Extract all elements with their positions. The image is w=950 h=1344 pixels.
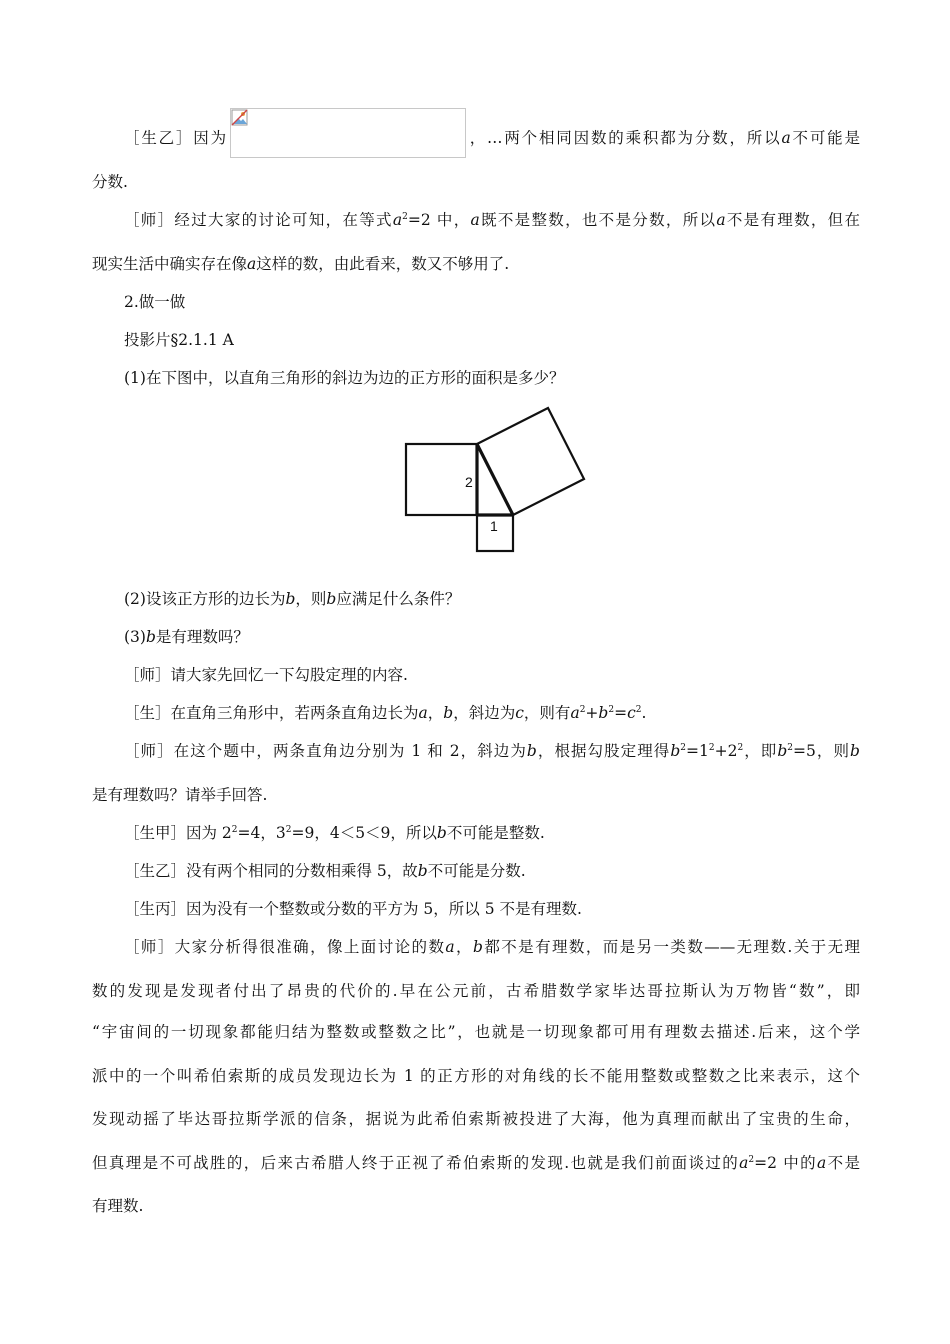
section-heading: 2.做一做: [124, 293, 186, 311]
question-2: (2)设该正方形的边长为b，则b应满足什么条件？: [124, 590, 461, 608]
dialogue-teacher-1: ［师］请大家先回忆一下勾股定理的内容.: [124, 666, 408, 684]
history-paragraph-line-6: 但真理是不可战胜的，后来古希腊人终于正视了希伯索斯的发现.也就是我们前面谈过的$a^2=2$ 中的a不是: [92, 1154, 860, 1172]
paragraph-line-4: 现实生活中确实存在像a这样的数，由此看来，数又不够用了.: [92, 255, 510, 273]
broken-image-placeholder: [230, 108, 466, 158]
history-paragraph-line-4: 派中的一个叫希伯索斯的成员发现边长为 1 的正方形的对角线的长不能用整数或整数之比来表示，这个: [92, 1067, 860, 1085]
leg-label-2: 2: [465, 474, 473, 490]
hypotenuse-square: [477, 408, 584, 515]
pythagorean-squares-diagram: [400, 404, 590, 554]
history-paragraph-line-2: 数的发现是发现者付出了昂贵的代价的.早在公元前，古希腊数学家毕达哥拉斯认为万物皆“数”，即: [92, 982, 860, 1000]
dialogue-student-jia: ［生甲］因为 $2^2=4$，$3^2=9$，4＜5＜9，所以b不可能是整数.: [124, 824, 545, 842]
dialogue-student-yi: ［生乙］没有两个相同的分数相乘得 5，故b不可能是分数.: [124, 862, 526, 880]
broken-image-icon: [231, 109, 249, 127]
dialogue-student-bing: ［生丙］因为没有一个整数或分数的平方为 5，所以 5 不是有理数.: [124, 900, 582, 918]
slide-reference: 投影片§2.1.1 A: [124, 331, 234, 349]
leg-label-1: 1: [490, 518, 498, 534]
history-paragraph-line-7: 有理数.: [92, 1197, 144, 1215]
question-3: (3)b是有理数吗？: [124, 628, 249, 646]
history-paragraph-line-1: ［师］大家分析得很准确，像上面讨论的数a，b都不是有理数，而是另一类数——无理数.关于无理: [124, 938, 860, 956]
right-triangle-hypotenuse: [477, 444, 513, 515]
history-paragraph-line-3: “宇宙间的一切现象都能归结为整数或整数之比”，也就是一切现象都可用有理数去描述.后来，这个学: [92, 1023, 860, 1041]
dialogue-student-1: ［生］在直角三角形中，若两条直角边长为a，b，斜边为c，则有$a^2+b^2=c^2$.: [124, 704, 647, 722]
question-1: (1)在下图中，以直角三角形的斜边为边的正方形的面积是多少？: [124, 369, 565, 387]
paragraph-line-2: 分数.: [92, 173, 128, 191]
dialogue-teacher-2: ［师］在这个题中，两条直角边分别为 1 和 2，斜边为b，根据勾股定理得$b^2=1^2+2^2$，即$b^2=5$，则b: [124, 742, 860, 760]
dialogue-teacher-2-cont: 是有理数吗？请举手回答.: [92, 786, 268, 804]
history-paragraph-line-5: 发现动摇了毕达哥拉斯学派的信条，据说为此希伯索斯被投进了大海，他为真理而献出了宝贵的生命，: [92, 1110, 860, 1128]
paragraph-line-1: ［生乙］因为 ，…两个相同因数的乘积都为分数，所以a不可能是: [92, 114, 860, 164]
paragraph-line-3: ［师］经过大家的讨论可知，在等式$a^2=2$ 中，a既不是整数，也不是分数，所以a不是有理数，但在: [124, 211, 860, 229]
